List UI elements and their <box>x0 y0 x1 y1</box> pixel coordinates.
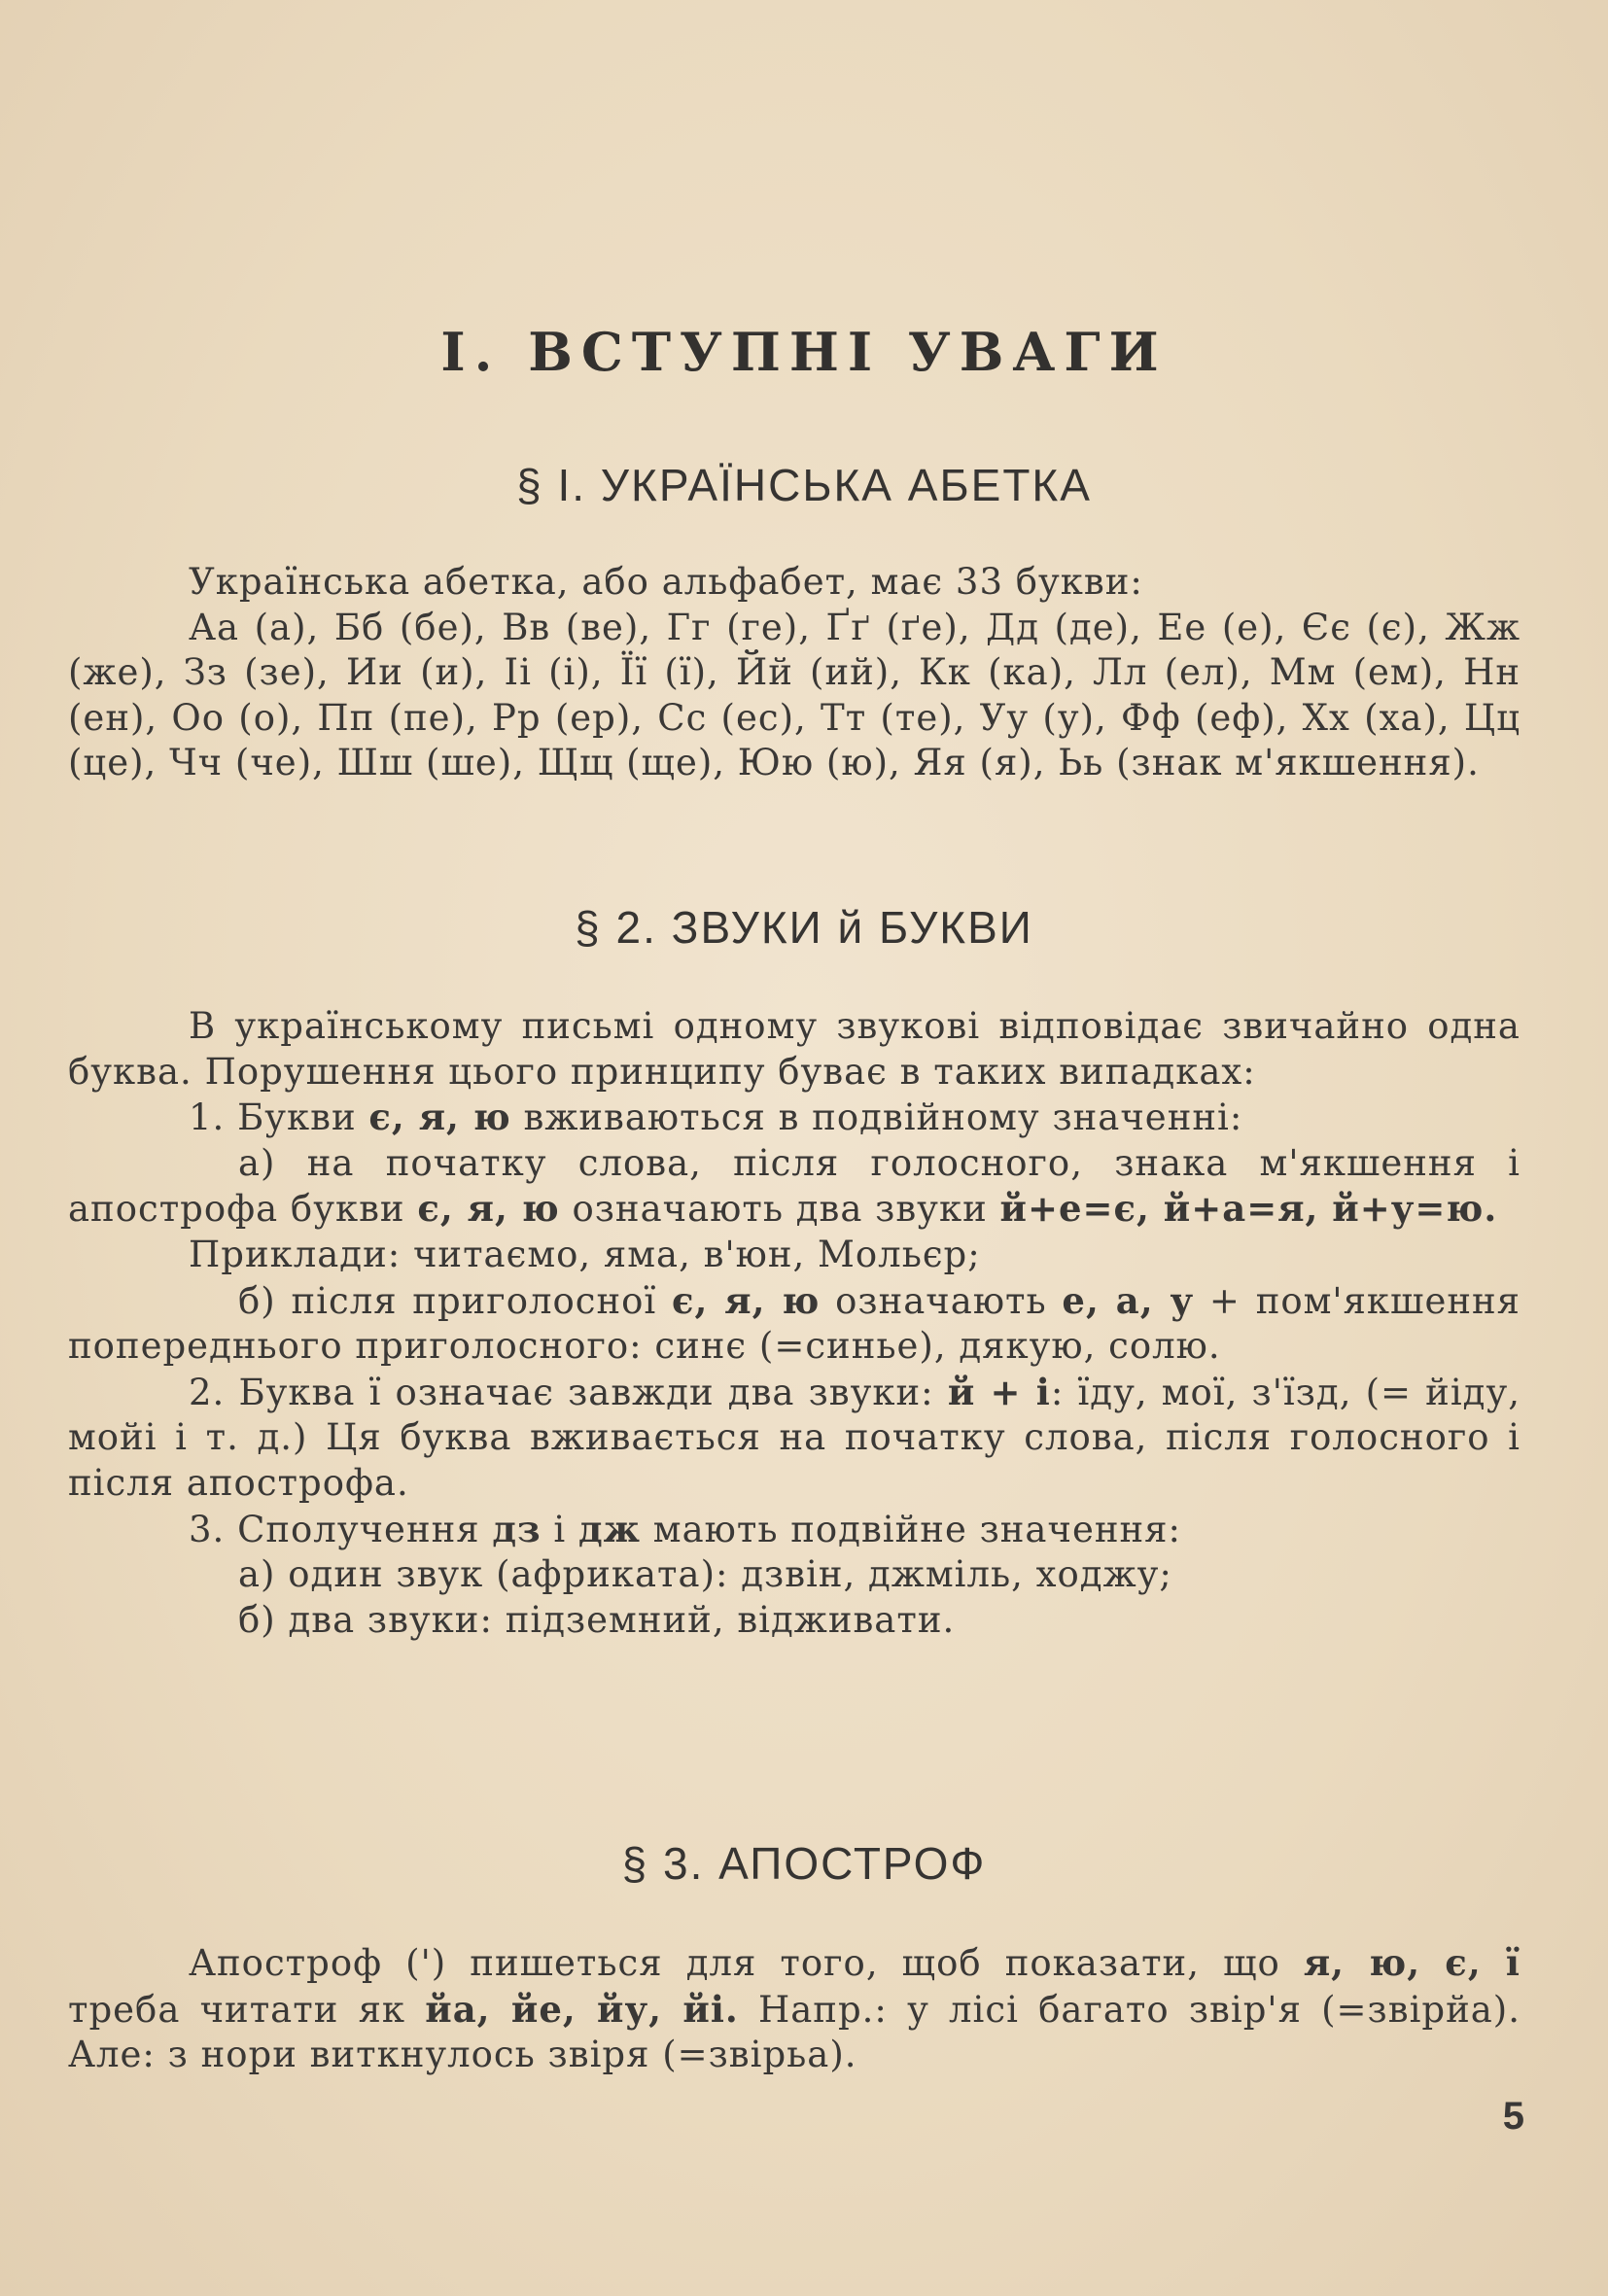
rule-1b-text2: означають <box>820 1279 1063 1322</box>
apostrophe-text3: Напр.: у лісі багато звір'я (=звірйа). Але: з нори виткнулось звіря (=звірьа). <box>68 1988 1521 2076</box>
rule-3-dzh: дж <box>578 1507 642 1550</box>
examples-1: Приклади: читаємо, яма, в'юн, Мольєр; <box>189 1233 981 1275</box>
rule-1b-vowels: е, а, у <box>1062 1278 1195 1322</box>
rule-1a-text1: а) на початку слова, після голосного, знака м'якшення і апострофа букви <box>68 1141 1521 1231</box>
rule-1b-letters: є, я, ю <box>672 1278 821 1322</box>
rule-2-text1: 2. Буква ї означає завжди два звуки: <box>189 1371 948 1413</box>
rule-1a-text2: означають два звуки <box>559 1188 1000 1231</box>
rule-1-lead: 1. Букви <box>189 1096 369 1139</box>
rule-1a-letters: є, я, ю <box>417 1187 560 1231</box>
section-1-body <box>68 560 1521 786</box>
alphabet-list: Аа (а), Бб (бе), Вв (ве), Гг (ге), Ґґ (ґе), Дд (де), Ее (е), Єє (є), Жж (же), Зз (зе), Ии (и), Іі (і), Її (ї), Йй (ий), Кк (ка), Лл (ел), Мм (ем), Нн (ен), Оо (о), Пп (пе), Рр (ер), Сс (ес), Тт (те), Уу (у), Фф (еф), Хх (ха), Цц (це), Чч (че), Шш (ше), Щщ (ще), Юю (ю), Яя (я), Ьь (знак м'якшення). <box>68 606 1521 784</box>
rule-2-text2: : їду, мої, з'їзд, (= йіду, мойі і т. д.) Ця буква вживається на початку слова, після голосного і після апострофа. <box>68 1371 1521 1504</box>
rule-2 <box>68 1370 1521 1507</box>
rule-3a: а) один звук (африката): дзвін, джміль, ходжу; <box>238 1553 1172 1596</box>
apostrophe-readings: йа, йе, йу, йі. <box>425 1987 739 2031</box>
rule-3 <box>68 1507 1521 1553</box>
rule-3-text2: мають подвійне значення: <box>641 1508 1181 1550</box>
rule-1b-text1: б) після приголосної <box>238 1279 673 1322</box>
rule-1b <box>68 1278 1521 1370</box>
rule-1b-text3: + пом'якшення попереднього приголосного: синє (=синье), дякую, солю. <box>68 1279 1521 1368</box>
rule-3-and: і <box>541 1508 579 1550</box>
apostrophe-text2: треба читати як <box>68 1988 426 2031</box>
section-3-heading: § 3. АПОСТРОФ <box>621 1838 987 1889</box>
rule-3-text1: 3. Сполучення <box>189 1508 493 1550</box>
rule-1-letters: є, я, ю <box>368 1096 511 1139</box>
section-1-heading: § I. УКРАЇНСЬКА АБЕТКА <box>516 460 1092 510</box>
alphabet-intro: Українська абетка, або альфабет, має 33 букви: <box>189 561 1143 603</box>
rule-3b: б) два звуки: підземний, відживати. <box>238 1598 956 1641</box>
rule-1-rest: вживаються в подвійному значенні: <box>510 1096 1243 1139</box>
rule-1a-formula: й+е=є, й+а=я, й+у=ю. <box>999 1187 1498 1231</box>
chapter-title: I. ВСТУПНІ УВАГИ <box>440 321 1168 383</box>
section-3-body <box>68 1940 1521 2078</box>
sounds-intro: В українському письмі одному звукові відповідає звичайно одна буква. Порушення цього принципу буває в таких випадках: <box>68 1005 1521 1093</box>
apostrophe-letters: я, ю, є, ї <box>1303 1941 1521 1984</box>
section-2-heading: § 2. ЗВУКИ й БУКВИ <box>575 902 1033 953</box>
page-number: 5 <box>1502 2095 1524 2138</box>
apostrophe-text1: Апостроф (') пишеться для того, щоб показати, що <box>189 1942 1304 1984</box>
rule-1a <box>68 1141 1521 1233</box>
apostrophe-rule <box>68 1940 1521 2078</box>
rule-2-formula: й + і <box>947 1370 1051 1413</box>
rule-1 <box>68 1095 1521 1141</box>
section-2-body <box>68 1004 1521 1643</box>
rule-3-dz: дз <box>492 1507 542 1550</box>
